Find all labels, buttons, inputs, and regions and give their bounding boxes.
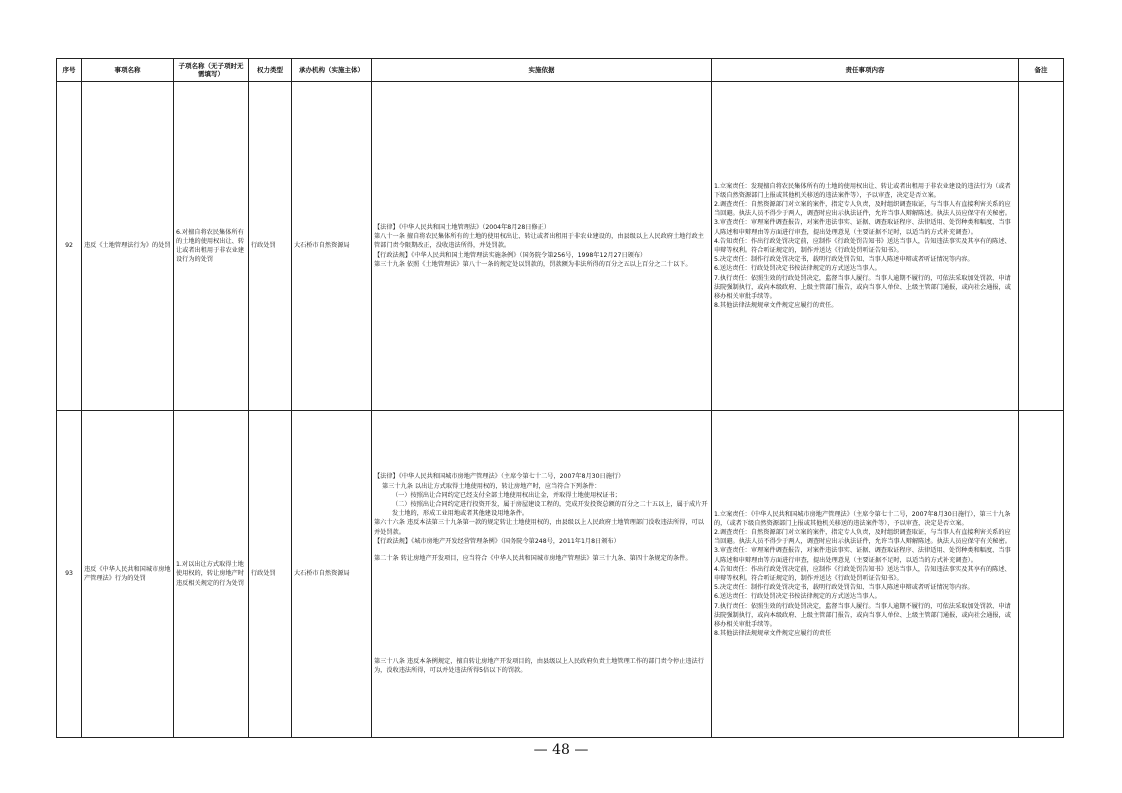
row-responsibility — [712, 411, 1019, 738]
header-item-name: 事项名称 — [82, 59, 174, 82]
header-serial: 序号 — [57, 59, 82, 82]
responsibility-line: 1.立案责任：《中华人民共和国城市房地产管理法》（主席令第七十二号，2007年8月30日施行），第三十九条的，（或者下级自然资源部门上报或其他机关移送的违法案件等），予以审查，决定是否立案。 — [714, 510, 1011, 527]
responsibility-line: 1.立案责任：发现擅自将农民集体所有的土地的使用权出让、转让或者出租用于非农业建设的违法行为（或者下级自然资源部门上报或其他机关移送的违法案件等），予以审查，决定是否立案。 — [714, 182, 1011, 199]
responsibility-line: 8.其他法律法规规章文件规定应履行的责任 — [714, 630, 832, 638]
responsibility-line: 3.审查责任：审理案件调查报告，对案件违法事实、证据、调查取证程序、法律适用、处罚种类和幅度、当事人陈述和申辩理由等方面进行审查，提出处理意见（主要证据不足时，以适当的方式补充调查）。 — [714, 547, 1011, 564]
responsibility-line: 8.其他法律法规规章文件规定应履行的责任。 — [714, 302, 838, 310]
power-list-table — [56, 58, 1064, 738]
row-item-name: 违反《土地管理法行为》的处罚 — [82, 82, 174, 411]
basis-line: 第三十八条 违反本条例规定，擅自转让房地产开发项目的，由县级以上人民政府负责土地管理工作的部门责令停止违法行为，没收违法所得，可以并处违法所得5倍以下的罚款。 — [374, 658, 704, 675]
basis-line: 第三十九条 依照《土地管理法》第八十一条的规定处以罚款的，罚款额为非法所得的百分之五以上百分之二十以下。 — [374, 260, 692, 268]
header-row — [57, 59, 1064, 82]
row-remarks — [1019, 82, 1064, 411]
row-subitem-name: 6.对擅自将农民集体所有的土地的使用权出让、转让或者出租用于非农业建设行为的处罚 — [174, 82, 249, 411]
responsibility-line: 4.告知责任：作出行政处罚决定前，应制作《行政处罚告知书》送达当事人，告知违法事实及其享有的陈述、申辩等权利。符合听证规定的，制作并送达《行政处罚听证告知书》。 — [714, 565, 1011, 582]
basis-line: （一）按照出让合同约定已经支付全部土地使用权出让金，并取得土地使用权证书； — [392, 491, 621, 499]
row-serial: 93 — [57, 411, 82, 738]
basis-line: 第二十条 转让房地产开发项目，应当符合《中华人民共和国城市房地产管理法》第三十九条、第四十条规定的条件。 — [374, 555, 692, 562]
basis-line: 【法律】《中华人民共和国城市房地产管理法》（主席令第七十二号，2007年8月30日施行） — [374, 473, 625, 481]
basis-line: 第三十九条 以出让方式取得土地使用权的，转让房地产时，应当符合下列条件： — [382, 482, 601, 490]
page-number: — 48 — — [533, 742, 589, 758]
header-remarks: 备注 — [1019, 59, 1064, 82]
spacer — [374, 563, 709, 657]
header-basis: 实施依据 — [372, 59, 712, 82]
row-agency: 大石桥市自然资源局 — [292, 82, 372, 411]
table-row — [57, 411, 1064, 738]
basis-line: 【行政法规】《城市房地产开发经营管理条例》（国务院令第248号，2011年1月8日颁布） — [374, 537, 620, 545]
row-serial: 92 — [57, 82, 82, 411]
header-responsibility: 责任事项内容 — [712, 59, 1019, 82]
row-item-name: 违反《中华人民共和国城市房地产管理法》行为的处罚 — [82, 411, 174, 738]
row-power-type: 行政处罚 — [249, 411, 292, 738]
responsibility-line: 6.送达责任：行政处罚决定书按法律规定的方式送达当事人。 — [714, 593, 881, 601]
responsibility-line: 5.决定责任：制作行政处罚决定书，载明行政处罚告知、当事人陈述申辩或者听证情况等内容。 — [714, 584, 974, 592]
header-agency: 承办机构（实施主体） — [292, 59, 372, 82]
header-subitem-name: 子项名称（无子项时无需填写） — [174, 59, 249, 82]
responsibility-line: 4.告知责任：作出行政处罚决定前，应制作《行政处罚告知书》送达当事人，告知违法事实及其享有的陈述、申辩等权利。符合听证规定的，制作并送达《行政处罚听证告知书》。 — [714, 237, 1011, 254]
row-basis — [372, 411, 712, 738]
basis-line: 第六十六条 违反本法第三十九条第一款的规定转让土地使用权的，由县级以上人民政府土地管理部门没收违法所得，可以并处罚款。 — [374, 519, 704, 536]
responsibility-line: 5.决定责任：制作行政处罚决定书，载明行政处罚告知、当事人陈述申辩或者听证情况等内容。 — [714, 256, 974, 264]
row-power-type: 行政处罚 — [249, 82, 292, 411]
spacer — [374, 546, 709, 554]
row-remarks — [1019, 411, 1064, 738]
table-row — [57, 82, 1064, 411]
responsibility-line: 3.审查责任：审理案件调查报告，对案件违法事实、证据、调查取证程序、法律适用、处罚种类和幅度、当事人陈述和申辩理由等方面进行审查，提出处理意见（主要证据不足时，以适当的方式补充调查）。 — [714, 219, 1011, 236]
responsibility-line: 2.调查责任：自然资源部门对立案的案件，指定专人负责，及时组织调查取证，与当事人有直接利害关系的应当回避。执法人员不得少于两人，调查时应出示执法证件，允许当事人辩解陈述。执法人员应保守有关秘密。 — [714, 528, 1011, 546]
basis-line: （二）按照出让合同约定进行投资开发，属于房屋建设工程的，完成开发投资总额的百分之二十五以上，属于成片开发土地的，形成工业用地或者其他建设用地条件。 — [392, 500, 708, 518]
header-power-type: 权力类型 — [249, 59, 292, 82]
row-responsibility — [712, 82, 1019, 411]
basis-line: 【法律】《中华人民共和国土地管理法》（2004年8月28日修正） — [374, 223, 551, 231]
responsibility-line: 2.调查责任：自然资源部门对立案的案件，指定专人负责，及时组织调查取证，与当事人有直接利害关系的应当回避。执法人员不得少于两人，调查时应出示执法证件，允许当事人辩解陈述。执法人员应保守有关秘密。 — [714, 200, 1011, 218]
responsibility-line: 7.执行责任：依照生效的行政处罚决定，监督当事人履行。当事人逾期不履行的，可依法采取加处罚款、申请法院强制执行，或向本级政府、上级主管部门报告，或向当事人单位、上级主管部门通报，或向社会通报，或移办相关审批手续等。 — [714, 602, 1011, 629]
basis-line: 第八十一条 擅自将农民集体所有的土地的使用权出让、转让或者出租用于非农业建设的，由县级以上人民政府土地行政主管部门责令限期改正，没收违法所得，并处罚款。 — [374, 233, 704, 250]
row-subitem-name: 1.对以出让方式取得土地使用权的，转让房地产时违反相关规定的行为处罚 — [174, 411, 249, 738]
row-agency: 大石桥市自然资源局 — [292, 411, 372, 738]
responsibility-line: 6.送达责任：行政处罚决定书按法律规定的方式送达当事人。 — [714, 265, 881, 273]
responsibility-line: 7.执行责任：依照生效的行政处罚决定，监督当事人履行。当事人逾期不履行的，可依法采取加处罚款、申请法院强制执行，或向本级政府、上级主管部门报告，或向当事人单位、上级主管部门通报，或向社会通报，或移办相关审批手续等。 — [714, 274, 1011, 301]
row-basis — [372, 82, 712, 411]
basis-line: 【行政法规】《中华人民共和国土地管理法实施条例》（国务院令第256号，1998年12月27日颁布） — [374, 251, 647, 259]
